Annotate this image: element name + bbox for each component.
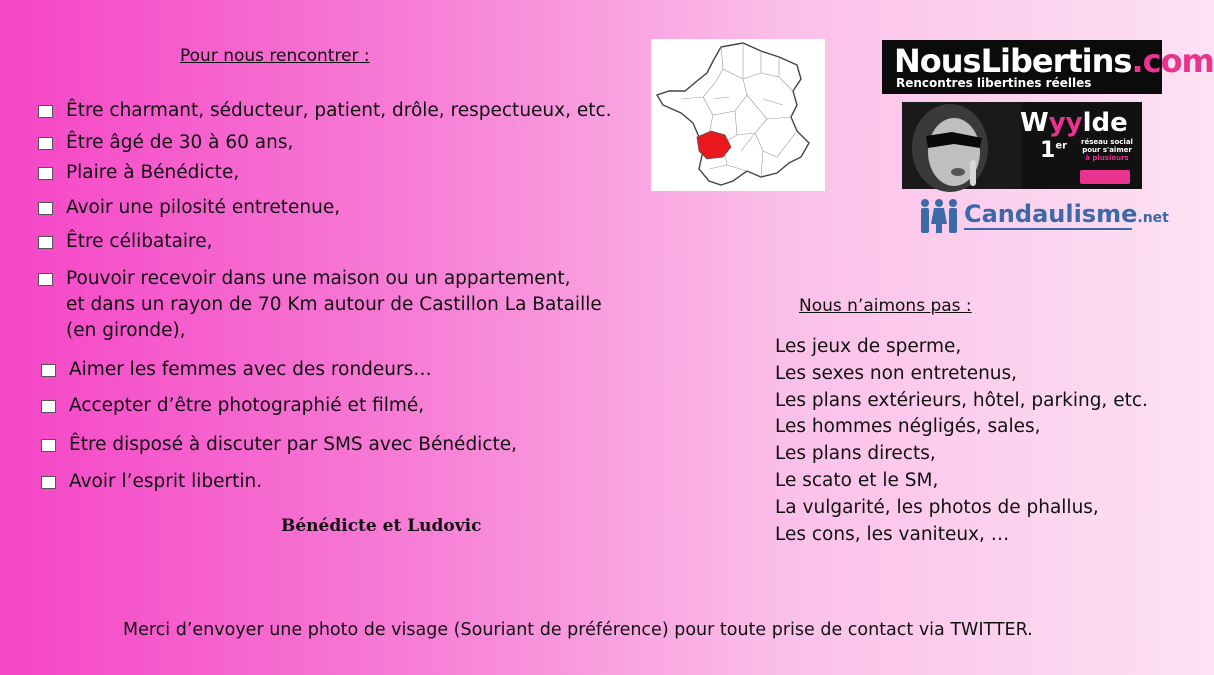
checkbox[interactable]	[38, 137, 53, 150]
nouslibertins-subtitle: Rencontres libertines réelles	[896, 76, 1092, 90]
checklist-item-line: Être âgé de 30 à 60 ans,	[66, 132, 294, 153]
checklist-item-text	[69, 393, 424, 419]
checklist-item-text	[66, 130, 293, 156]
checklist-item-line: et dans un rayon de 70 Km autour de Castillon La Bataille	[66, 294, 602, 315]
checkbox[interactable]	[38, 273, 53, 286]
nouslibertins-title: NousLibertins.com	[894, 42, 1214, 80]
candaulisme-underline	[964, 228, 1132, 230]
checkbox[interactable]	[38, 167, 53, 180]
checklist-item-line: Accepter d’être photographié et filmé,	[69, 395, 425, 416]
checklist-item-text	[66, 160, 239, 186]
checklist-item	[41, 469, 262, 495]
checklist-item-line: Pouvoir recevoir dans une maison ou un appartement,	[66, 268, 571, 289]
checklist-item-text	[69, 357, 432, 383]
france-map-icon	[651, 39, 825, 191]
france-map	[651, 39, 825, 191]
checklist-item-line: Être célibataire,	[66, 231, 213, 252]
masked-woman-icon	[902, 102, 1022, 189]
dislike-item: Les cons, les vaniteux, …	[775, 523, 1010, 545]
dislikes-list	[775, 334, 1148, 548]
meet-heading: Pour nous rencontrer :	[180, 46, 370, 66]
checklist-item-line: Avoir une pilosité entretenue,	[66, 197, 341, 218]
dislike-item: Le scato et le SM,	[775, 469, 939, 491]
candaulisme-logo[interactable]	[918, 198, 1169, 234]
signature: Bénédicte et Ludovic	[281, 516, 482, 536]
dislike-item: La vulgarité, les photos de phallus,	[775, 496, 1099, 518]
checkbox[interactable]	[41, 439, 56, 452]
checkbox[interactable]	[38, 202, 53, 215]
checklist-item	[41, 357, 432, 383]
checklist-item	[38, 130, 293, 156]
checklist-item-line: (en gironde),	[66, 320, 186, 341]
checklist-item	[38, 195, 340, 221]
checklist-item	[38, 229, 213, 255]
checklist-item-text	[69, 469, 262, 495]
checklist-item-text	[66, 98, 612, 124]
people-icon	[918, 198, 960, 234]
nouslibertins-logo[interactable]	[882, 40, 1214, 94]
checklist-item	[41, 393, 424, 419]
checklist-item-line: Être disposé à discuter par SMS avec Bénédicte,	[69, 434, 518, 455]
checkbox[interactable]	[41, 364, 56, 377]
wyylde-rank: 1er	[1040, 138, 1068, 163]
checkbox[interactable]	[38, 105, 53, 118]
dislike-item: Les plans extérieurs, hôtel, parking, etc.	[775, 389, 1148, 411]
wyylde-badge	[1080, 170, 1130, 184]
checklist-item-text	[66, 266, 602, 344]
checklist-item	[41, 432, 517, 458]
checklist-item-line: Plaire à Bénédicte,	[66, 162, 240, 183]
checklist-item	[38, 266, 602, 344]
wyylde-tagline: réseau social pour s'aimer à plusieurs	[1081, 138, 1133, 162]
checkbox[interactable]	[38, 236, 53, 249]
checklist-item	[38, 98, 612, 124]
dislike-item: Les jeux de sperme,	[775, 336, 962, 357]
checklist-item-line: Aimer les femmes avec des rondeurs…	[69, 359, 432, 380]
dislike-item: Les plans directs,	[775, 443, 936, 465]
dislikes-heading: Nous n’aimons pas :	[799, 296, 972, 316]
checklist-item-line: Avoir l’esprit libertin.	[69, 471, 263, 492]
dislike-item: Les sexes non entretenus,	[775, 362, 1018, 384]
candaulisme-title: Candaulisme.net	[964, 200, 1169, 228]
checkbox[interactable]	[41, 476, 56, 489]
dislike-item: Les hommes négligés, sales,	[775, 416, 1041, 438]
checklist-item-line: Être charmant, séducteur, patient, drôle, respectueux, etc.	[66, 100, 612, 121]
checklist-item-text	[66, 195, 340, 221]
footer-note: Merci d’envoyer une photo de visage (Souriant de préférence) pour toute prise de contact via TWITTER.	[123, 620, 1033, 640]
checklist-item-text	[69, 432, 517, 458]
checklist-item	[38, 160, 239, 186]
checkbox[interactable]	[41, 400, 56, 413]
wyylde-logo[interactable]	[902, 102, 1142, 189]
wyylde-title: Wyylde	[1020, 108, 1128, 138]
checklist-item-text	[66, 229, 213, 255]
